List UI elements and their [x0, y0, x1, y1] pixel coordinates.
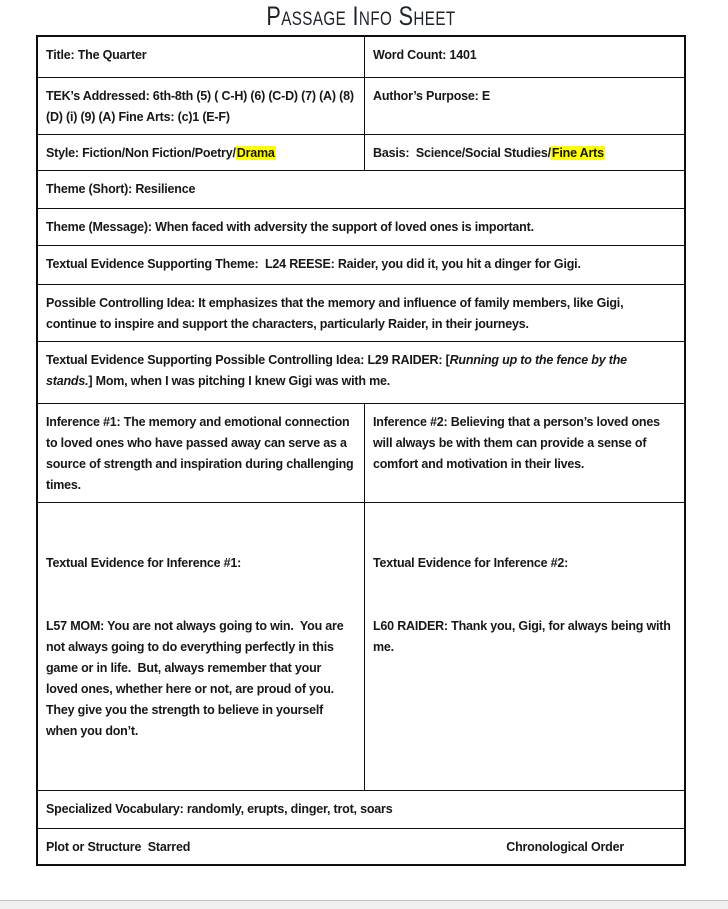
style-highlight: Drama — [236, 146, 275, 160]
word-count-cell: Word Count: 1401 — [373, 48, 477, 62]
inference-1-cell: Inference #1: The memory and emotional connection to loved ones who have passed away can serve as a source of strength and inspiration during challenging times. — [38, 404, 365, 502]
stage-direction-italic: Running up to the fence by the stands. — [46, 353, 631, 388]
document-title: Passage Info Sheet — [266, 1, 456, 31]
evidence-inference-1-body: L57 MOM: You are not always going to win. You are not always going to do everything perfectly in this game or in life. But, always remember that your loved ones, whether here or not, are proud of you. They give you the strength to believe in yourself when you don’t. — [46, 619, 347, 738]
basis-text: Basis: Science/Social Studies/ — [373, 146, 551, 160]
inference-2-cell: Inference #2: Believing that a person’s loved ones will always be with them can provide a sense of comfort and motivation in their lives. — [373, 415, 664, 471]
evidence-inference-2-label: Textual Evidence for Inference #2: — [373, 556, 569, 570]
table-row-evidence-theme — [38, 245, 684, 284]
evidence-inference-2-cell — [365, 503, 684, 790]
table-row-controlling-idea — [38, 284, 684, 341]
evidence-controlling-idea-cell — [38, 342, 684, 403]
table-row-title-wordcount — [38, 37, 684, 77]
theme-message-cell: Theme (Message): When faced with adversity the support of loved ones is important. — [46, 220, 534, 234]
evidence-inference-2-body: L60 RAIDER: Thank you, Gigi, for always being with me. — [373, 619, 674, 654]
title-cell: Title: The Quarter — [38, 37, 365, 77]
theme-short-cell: Theme (Short): Resilience — [46, 182, 196, 196]
chronological-order-text: Chronological Order — [506, 840, 624, 854]
plot-structure-label: Plot or Structure Starred — [46, 840, 191, 854]
authors-purpose-cell: Author’s Purpose: E — [373, 89, 491, 103]
style-cell — [38, 135, 365, 170]
table-row-inferences — [38, 403, 684, 502]
table-row-style-basis — [38, 134, 684, 170]
vocabulary-cell: Specialized Vocabulary: randomly, erupts, dinger, trot, soars — [46, 802, 393, 816]
table-row-theme-message — [38, 208, 684, 245]
window-bottom-edge — [0, 900, 728, 909]
table-row-theme-short — [38, 170, 684, 208]
plot-structure-cell — [38, 829, 684, 864]
evidence-inference-1-label: Textual Evidence for Inference #1: — [46, 556, 242, 570]
passage-info-table — [36, 35, 686, 866]
table-row-teks-purpose — [38, 77, 684, 134]
evidence-ci-suffix: ] Mom, when I was pitching I knew Gigi was with me. — [88, 374, 391, 388]
table-row-evidence-controlling-idea — [38, 341, 684, 403]
evidence-theme-cell: Textual Evidence Supporting Theme: L24 REESE: Raider, you did it, you hit a dinger for Gigi. — [46, 257, 581, 271]
table-row-plot-structure — [38, 828, 684, 864]
table-row-vocabulary — [38, 790, 684, 828]
evidence-inference-1-cell — [38, 503, 365, 790]
teks-addressed-cell: TEK’s Addressed: 6th-8th (5) ( C-H) (6) (C-D) (7) (A) (8) (D) (i) (9) (A) Fine Arts: (c)1 (E-F) — [38, 78, 365, 134]
style-text: Style: Fiction/Non Fiction/Poetry/ — [46, 146, 236, 160]
table-row-inference-evidence — [38, 502, 684, 790]
basis-cell — [365, 135, 684, 170]
basis-highlight: Fine Arts — [551, 146, 604, 160]
controlling-idea-cell: Possible Controlling Idea: It emphasizes that the memory and influence of family members, like Gigi, continue to inspire and support the characters, particularly Raider, in their journeys. — [46, 296, 627, 331]
evidence-ci-prefix: Textual Evidence Supporting Possible Controlling Idea: L29 RAIDER: [ — [46, 353, 450, 367]
